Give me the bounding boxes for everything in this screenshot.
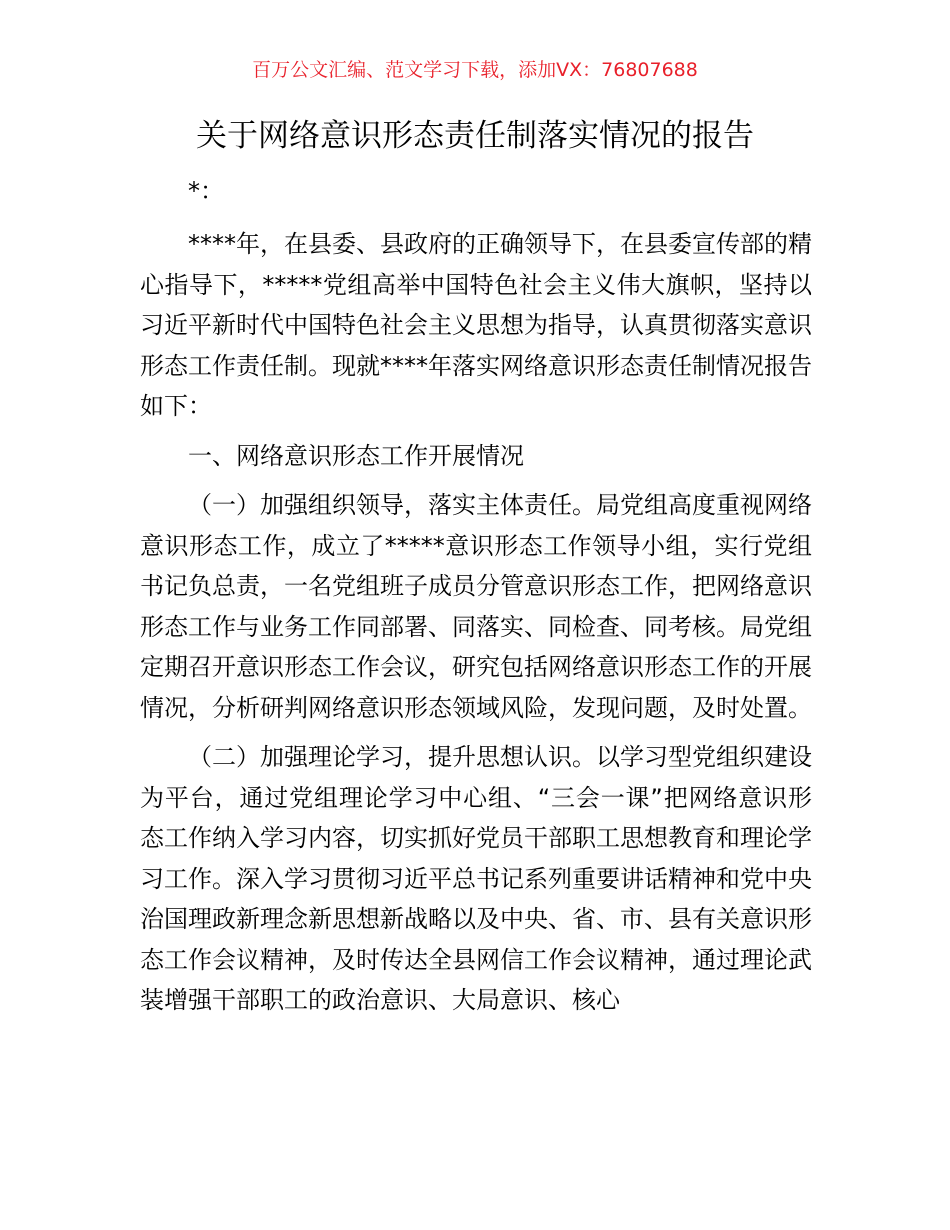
document-title: 关于网络意识形态责任制落实情况的报告 [196, 118, 754, 154]
paragraph-intro: ****年，在县委、县政府的正确领导下，在县委宣传部的精心指导下，*****党组高举中国特色社会主义伟大旗帜，坚持以习近平新时代中国特色社会主义思想为指导，认真贯彻落实意识形态工作责任制。现就****年落实网络意识形态责任制情况报告如下： [140, 230, 812, 420]
section-heading-1: 一、网络意识形态工作开展情况 [188, 441, 524, 470]
document-body [140, 224, 812, 1030]
paragraph-subsection-1: （一）加强组织领导，落实主体责任。局党组高度重视网络意识形态工作，成立了*****意识形态工作领导小组，实行党组书记负总责，一名党组班子成员分管意识形态工作，把网络意识形态工作与业务工作同部署、同落实、同检查、同考核。局党组定期召开意识形态工作会议，研究包括网络意识形态工作的开展情况，分析研判网络意识形态领域风险，发现问题，及时处置。 [140, 491, 812, 722]
salutation: *： [188, 177, 224, 205]
watermark-text: 百万公文汇编、范文学习下载，添加VX：76807688 [252, 59, 698, 81]
paragraph-subsection-2: （二）加强理论学习，提升思想认识。以学习型党组织建设为平台，通过党组理论学习中心组、“三会一课”把网络意识形态工作纳入学习内容，切实抓好党员干部职工思想教育和理论学习工作。深入学习贯彻习近平总书记系列重要讲话精神和党中央治国理政新理念新思想新战略以及中央、省、市、县有关意识形态工作会议精神，及时传达全县网信工作会议精神，通过理论武装增强干部职工的政治意识、大局意识、核心 [140, 743, 812, 1014]
